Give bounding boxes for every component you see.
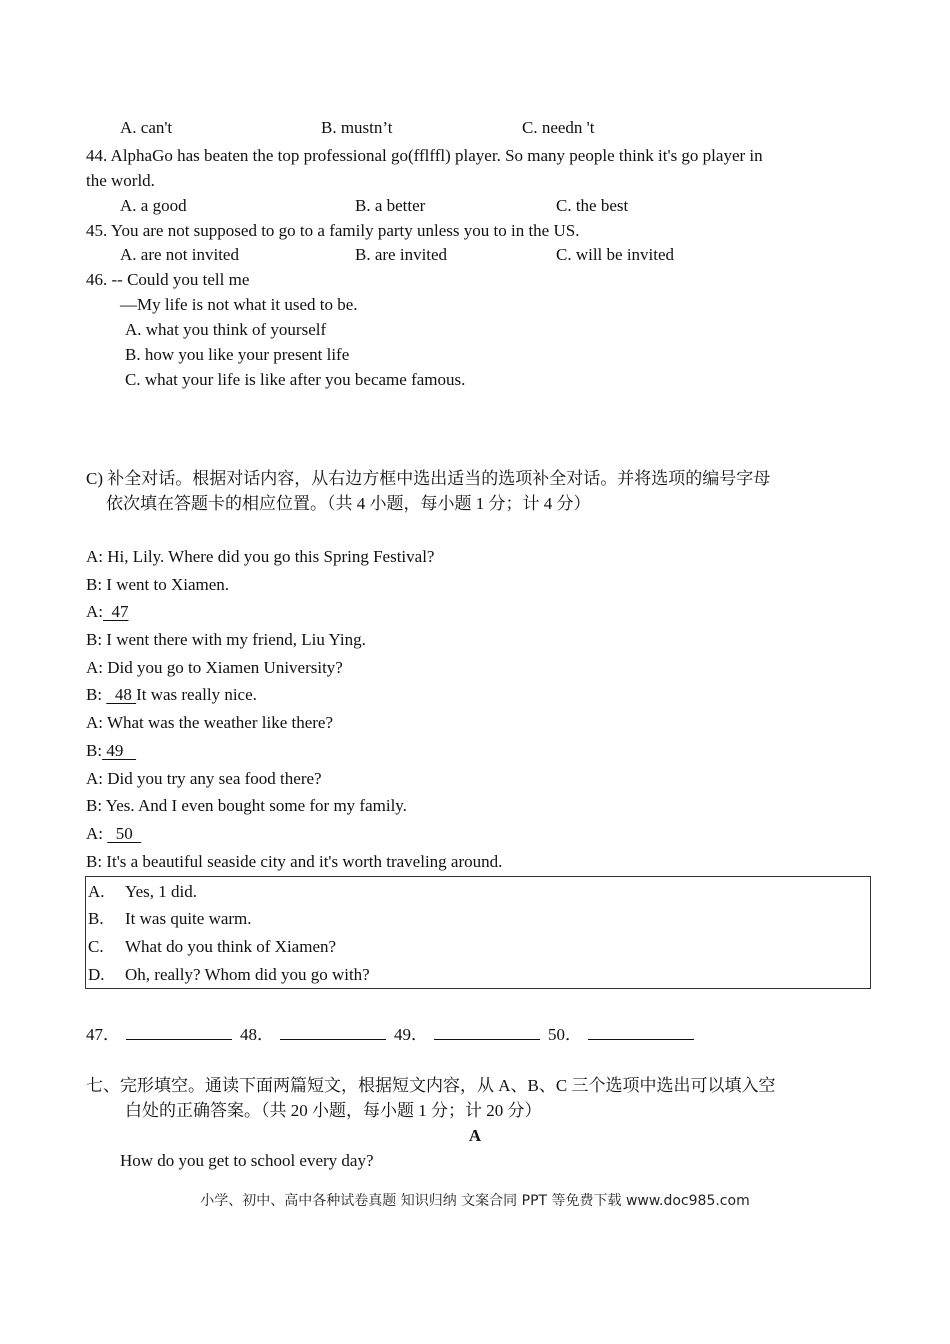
q46-option-a: A. what you think of yourself — [125, 320, 327, 339]
q44-stem-line2: the world. — [86, 171, 155, 190]
blank-50: 50 — [107, 824, 142, 843]
answer-blank-47[interactable] — [126, 1023, 232, 1040]
dialogue-line-9: A: Did you try any sea food there? — [86, 769, 322, 788]
dialogue-text: It was really nice. — [136, 685, 257, 704]
footer-text: 小学、初中、高中各种试卷真题 知识归纳 文案合同 PPT 等免费下载 www.doc985.com — [200, 1193, 750, 1209]
dialogue-line-4: B: I went there with my friend, Liu Ying. — [86, 630, 366, 649]
answer-number-50: 50． — [548, 1025, 582, 1044]
dialogue-line-2: B: I went to Xiamen. — [86, 575, 230, 594]
dialogue-speaker: B: — [86, 685, 107, 704]
q43-option-a: A. can't — [120, 118, 173, 137]
options-box — [85, 876, 871, 989]
dialogue-line-3 — [86, 601, 129, 623]
q44-stem-line1: 44. AlphaGo has beaten the top professional go(fflffl) player. So many people think it's go player in — [86, 146, 763, 165]
q46-reply: —My life is not what it used to be. — [120, 295, 358, 314]
q43-option-c: C. needn 't — [522, 118, 595, 137]
q46-option-c: C. what your life is like after you became famous. — [125, 370, 466, 389]
q45-option-c: C. will be invited — [556, 245, 675, 264]
q44-option-a: A. a good — [120, 196, 187, 215]
option-row-b — [88, 908, 252, 930]
q43-option-b: B. mustn’t — [321, 118, 393, 137]
q46-stem: 46. -- Could you tell me — [86, 270, 250, 289]
dialogue-line-11 — [86, 823, 141, 845]
section-7-instruction-line2: 白处的正确答案。（共 20 小题，每小题 1 分；计 20 分） — [125, 1101, 542, 1120]
dialogue-line-7: A: What was the weather like there? — [86, 713, 334, 732]
section-c-instruction-line2: 依次填在答题卡的相应位置。（共 4 小题，每小题 1 分；计 4 分） — [106, 494, 591, 513]
dialogue-line-5: A: Did you go to Xiamen University? — [86, 658, 343, 677]
option-row-d — [88, 964, 370, 986]
answer-blank-48[interactable] — [280, 1023, 386, 1040]
dialogue-line-1: A: Hi, Lily. Where did you go this Spring Festival? — [86, 547, 435, 566]
blank-47: 47 — [103, 602, 129, 621]
dialogue-line-6 — [86, 684, 257, 706]
section-c-instruction-line1: C) 补全对话。根据对话内容，从右边方框中选出适当的选项补全对话。并将选项的编号字母 — [86, 469, 771, 488]
q44-option-c: C. the best — [556, 196, 629, 215]
option-row-a — [88, 881, 197, 903]
q44-option-b: B. a better — [355, 196, 426, 215]
option-letter: C. — [88, 937, 104, 956]
answer-blank-49[interactable] — [434, 1023, 540, 1040]
answer-number-47: 47． — [86, 1025, 120, 1044]
q45-option-a: A. are not invited — [120, 245, 239, 264]
passage-first-line: How do you get to school every day? — [120, 1151, 374, 1170]
dialogue-speaker: A: — [86, 824, 108, 843]
answer-number-48: 48． — [240, 1025, 274, 1044]
option-text: What do you think of Xiamen? — [125, 937, 337, 956]
dialogue-line-10: B: Yes. And I even bought some for my family. — [86, 796, 407, 815]
q45-stem: 45. You are not supposed to go to a family party unless you to in the US. — [86, 221, 580, 240]
dialogue-speaker: A: — [86, 602, 103, 621]
q45-option-b: B. are invited — [355, 245, 448, 264]
dialogue-speaker: B: — [86, 741, 103, 760]
passage-label-text: A — [468, 1126, 482, 1145]
answer-line — [86, 1023, 702, 1046]
q46-option-b: B. how you like your present life — [125, 345, 350, 364]
passage-label — [0, 1125, 950, 1147]
dialogue-line-8 — [86, 740, 136, 762]
option-letter: B. — [88, 909, 104, 928]
answer-blank-50[interactable] — [588, 1023, 694, 1040]
option-letter: A. — [88, 882, 105, 901]
answer-number-49: 49． — [394, 1025, 428, 1044]
option-text: Oh, really? Whom did you go with? — [125, 965, 370, 984]
section-7-instruction-line1: 七、完形填空。通读下面两篇短文，根据短文内容，从 A、B、C 三个选项中选出可以填入空 — [86, 1076, 776, 1095]
option-text: It was quite warm. — [125, 909, 252, 928]
blank-49: 49 — [102, 741, 137, 760]
option-letter: D. — [88, 965, 105, 984]
option-text: Yes, 1 did. — [125, 882, 197, 901]
blank-48: 48 — [106, 685, 137, 704]
option-row-c — [88, 936, 336, 958]
dialogue-line-12: B: It's a beautiful seaside city and it's worth traveling around. — [86, 852, 503, 871]
